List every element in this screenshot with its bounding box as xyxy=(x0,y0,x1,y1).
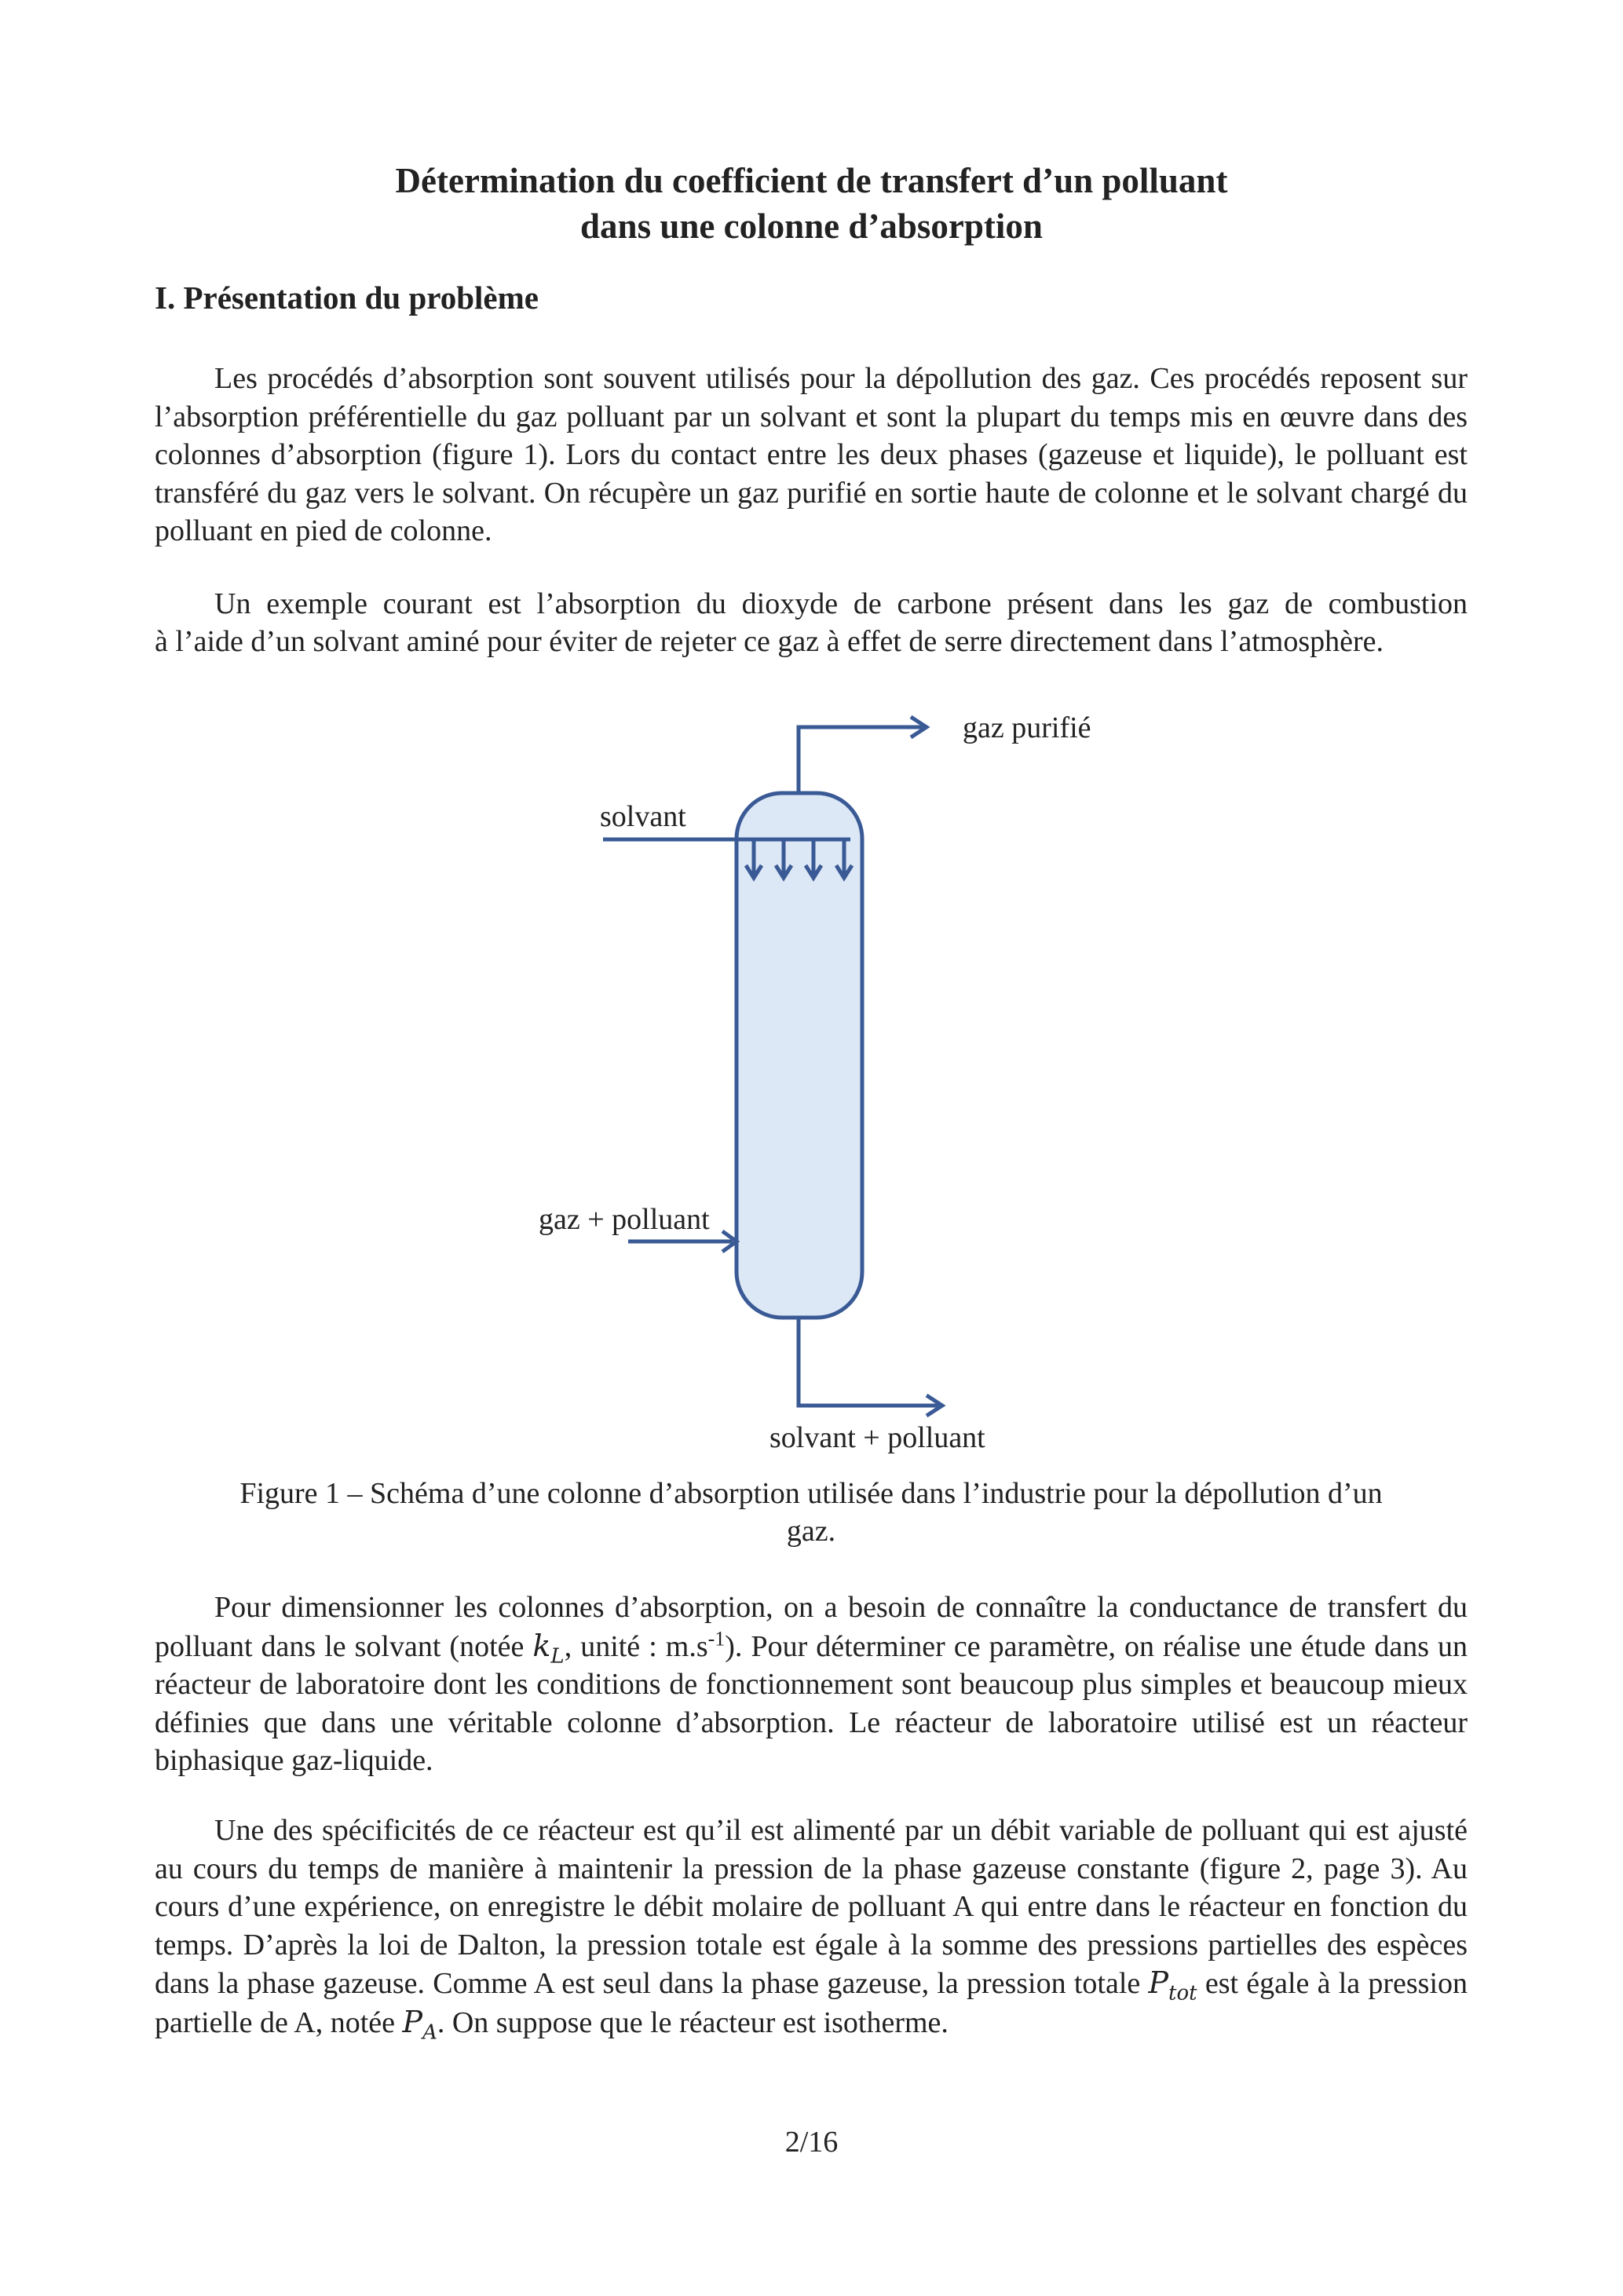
column-body xyxy=(737,793,862,1318)
page-number: 2/16 xyxy=(784,2126,839,2159)
paragraph-4-text-c: . On suppose que le réacteur est isotherme. xyxy=(437,2005,949,2039)
label-solvant-polluant: solvant + polluant xyxy=(769,1421,985,1454)
spray-arrowhead-4 xyxy=(836,865,852,878)
figure-caption-line-1: Figure 1 – Schéma d’une colonne d’absorption utilisée dans l’industrie pour la dépollution d’un xyxy=(239,1477,1383,1510)
variable-p-a-subscript: A xyxy=(422,2020,437,2045)
paragraph-4 xyxy=(155,1812,1468,2045)
bottom-outlet-pipe xyxy=(799,1318,938,1406)
paragraph-1: Les procédés d’absorption sont souvent utilisés pour la dépollution des gaz. Ces procédés reposent sur l’absorption préférentielle du gaz polluant par un solvant et sont la plupart du temps mis en œuvre dans des colonnes d’absorption (figure 1). Lors du contact entre les deux phases (gazeuse et liquide), le polluant est transféré du gaz vers le solvant. On récupère un gaz purifié en sortie haute de colonne et le solvant chargé du polluant en pied de colonne. xyxy=(155,362,1468,547)
top-outlet-arrowhead xyxy=(911,717,927,737)
label-gaz-purifie: gaz purifié xyxy=(963,711,1091,744)
paragraph-3 xyxy=(155,1589,1468,1780)
spray-arrowhead-3 xyxy=(806,865,821,878)
paragraph-2-line-2: à l’aide d’un solvant aminé pour éviter de rejeter ce gaz à effet de serre directement dans l’atmosphère. xyxy=(155,625,1384,658)
variable-p-tot: P xyxy=(1148,1965,1169,2000)
label-solvant: solvant xyxy=(600,800,686,833)
label-gaz-polluant: gaz + polluant xyxy=(539,1203,710,1236)
paragraph-2-line-1: Un exemple courant est l’absorption du dioxyde de carbone présent dans les gaz de combustion xyxy=(214,587,1468,620)
paragraph-3-text-b: , unité : m.s xyxy=(564,1629,708,1663)
gas-inlet-arrowhead xyxy=(722,1231,737,1252)
top-outlet-pipe xyxy=(799,727,923,793)
section-heading: I. Présentation du problème xyxy=(155,280,539,316)
paragraph-4-text-a: Une des spécificités de ce réacteur est qu’il est alimenté par un débit variable de polluant qui est ajusté au cours du temps de manière à maintenir la pression de la phase gazeuse constante (figure 2, page 3). Au cours d’une expérience, on enregistre le débit molaire de polluant A qui entre dans le réacteur en fonction du temps. D’après la loi de Dalton, la pression totale est égale à la somme des pressions partielles des espèces dans la phase gazeuse. Comme A est seul dans la phase gazeuse, la pression totale xyxy=(155,1814,1468,2000)
bottom-outlet-arrowhead xyxy=(927,1395,942,1416)
spray-arrowhead-2 xyxy=(776,865,791,878)
variable-k: k xyxy=(532,1628,551,1663)
unit-exponent: -1 xyxy=(707,1626,726,1650)
title-line-2: dans une colonne d’absorption xyxy=(580,207,1043,246)
paragraph-3-text-c: ). Pour déterminer ce paramètre, on réalise une étude dans un réacteur de laboratoire dont les conditions de fonctionnement sont beaucoup plus simples et beaucoup mieux définies que dans une véritable colonne d’absorption. Le réacteur de laboratoire utilisé est un réacteur biphasique gaz-liquide. xyxy=(155,1629,1468,1777)
variable-p-tot-subscript: tot xyxy=(1168,1981,1197,2005)
figure-caption-line-2: gaz. xyxy=(786,1515,836,1548)
variable-p-a: P xyxy=(402,2004,423,2039)
title-line-1: Détermination du coefficient de transfert d’un polluant xyxy=(395,161,1228,200)
spray-arrowhead-1 xyxy=(746,865,762,878)
paragraph-4-text-b: est égale à la pression partielle de A, notée xyxy=(155,1967,1468,2039)
paragraph-3-text-a: Pour dimensionner les colonnes d’absorption, on a besoin de connaître la conductance de transfert du polluant dans le solvant (notée xyxy=(155,1591,1468,1663)
variable-k-subscript: L xyxy=(550,1644,565,1669)
